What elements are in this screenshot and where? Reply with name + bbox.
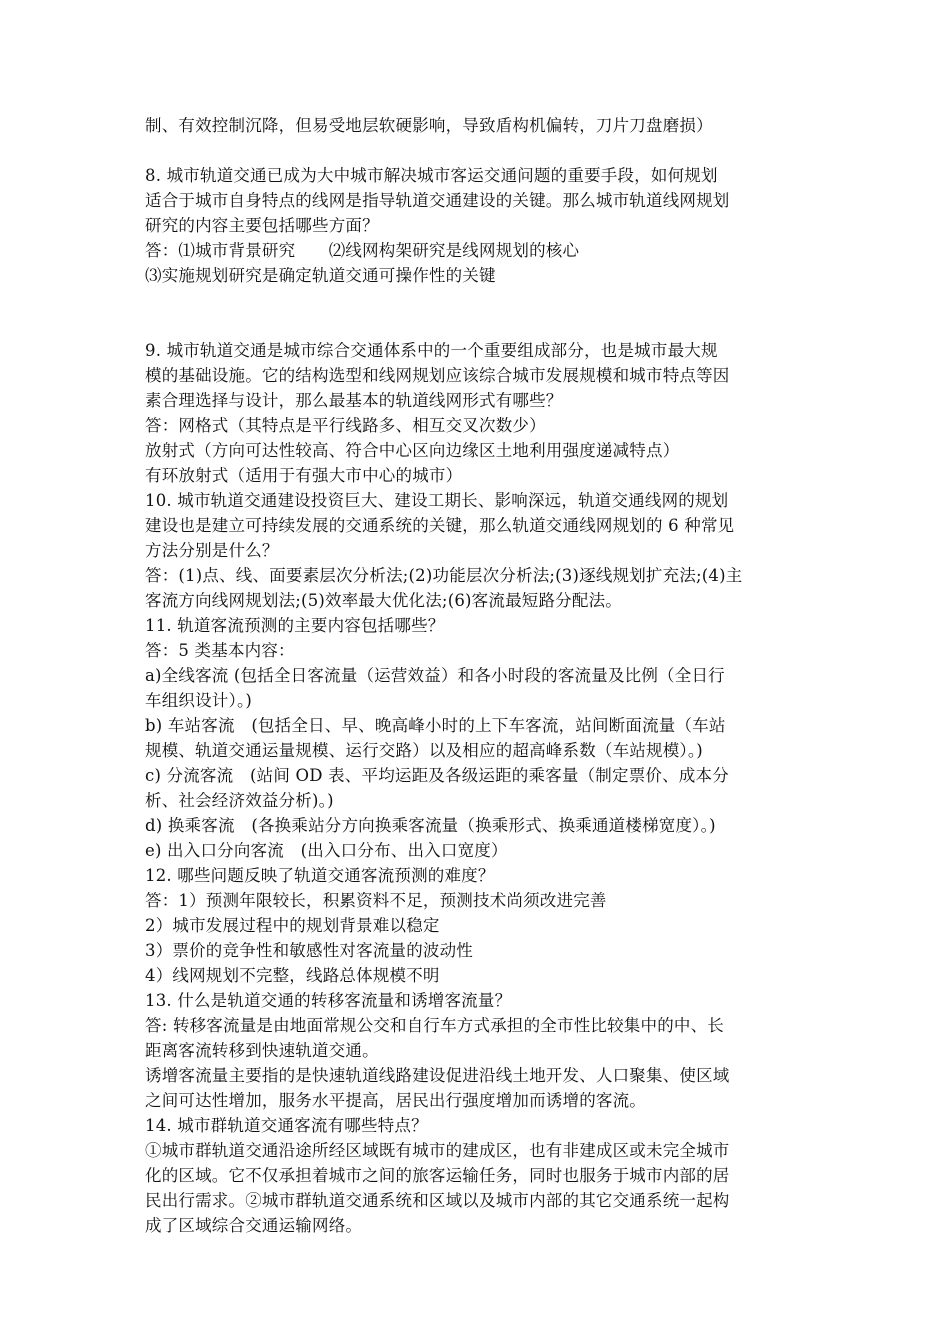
text-line: 适合于城市自身特点的线网是指导轨道交通建设的关键。那么城市轨道线网规划 [145, 191, 730, 210]
text-line: 14. 城市群轨道交通客流有哪些特点？ [145, 1116, 428, 1135]
text-line: 建设也是建立可持续发展的交通系统的关键，那么轨道交通线网规划的 6 种常见 [145, 516, 735, 535]
text-line: 放射式（方向可达性较高、符合中心区向边缘区土地利用强度递减特点） [145, 441, 680, 460]
blank-line [145, 288, 815, 313]
text-line: 答：(1)点、线、面要素层次分析法;(2)功能层次分析法;(3)逐线规划扩充法;(4)主 [145, 566, 743, 585]
text-line: 11. 轨道客流预测的主要内容包括哪些？ [145, 616, 445, 635]
text-line: 素合理选择与设计，那么最基本的轨道线网形式有哪些？ [145, 391, 563, 410]
text-line: 诱增客流量主要指的是快速轨道线路建设促进沿线土地开发、人口聚集、使区域 [145, 1066, 730, 1085]
text-line: 成了区域综合交通运输网络。 [145, 1216, 363, 1235]
text-line: e) 出入口分向客流 (出入口分布、出入口宽度） [145, 841, 508, 860]
text-line: 之间可达性增加，服务水平提高，居民出行强度增加而诱增的客流。 [145, 1091, 646, 1110]
text-line: 有环放射式（适用于有强大市中心的城市） [145, 466, 463, 485]
text-line: 12. 哪些问题反映了轨道交通客流预测的难度？ [145, 866, 495, 885]
text-line: 车组织设计）。) [145, 691, 253, 710]
text-line: 距离客流转移到快速轨道交通。 [145, 1041, 379, 1060]
text-line: d) 换乘客流 (各换乘站分方向换乘客流量（换乘形式、换乘通道楼梯宽度）。) [145, 816, 716, 835]
text-line: 答: 转移客流量是由地面常规公交和自行车方式承担的全市性比较集中的中、长 [145, 1016, 725, 1035]
text-line: 模的基础设施。它的结构选型和线网规划应该综合城市发展规模和城市特点等因 [145, 366, 730, 385]
text-line: 8. 城市轨道交通已成为大中城市解决城市客运交通问题的重要手段，如何规划 [145, 166, 718, 185]
text-line: 研究的内容主要包括哪些方面？ [145, 216, 379, 235]
blank-line [145, 313, 815, 338]
text-line: 10. 城市轨道交通建设投资巨大、建设工期长、影响深远，轨道交通线网的规划 [145, 491, 729, 510]
document-body [145, 113, 815, 1238]
text-line: 化的区域。它不仅承担着城市之间的旅客运输任务，同时也服务于城市内部的居 [145, 1166, 730, 1185]
text-line: 规模、轨道交通运量规模、运行交路）以及相应的超高峰系数（车站规模）。) [145, 741, 703, 760]
text-line: b) 车站客流 (包括全日、早、晚高峰小时的上下车客流，站间断面流量（车站 [145, 716, 726, 735]
text-line: c) 分流客流 (站间 OD 表、平均运距及各级运距的乘客量（制定票价、成本分 [145, 766, 729, 785]
text-line: 答：1）预测年限较长，积累资料不足，预测技术尚须改进完善 [145, 891, 607, 910]
text-line: 答：网格式（其特点是平行线路多、相互交叉次数少） [145, 416, 546, 435]
text-line: 9. 城市轨道交通是城市综合交通体系中的一个重要组成部分，也是城市最大规 [145, 341, 718, 360]
text-line: 制、有效控制沉降，但易受地层软硬影响，导致盾构机偏转，刀片刀盘磨损） [145, 116, 713, 135]
text-line: 2）城市发展过程中的规划背景难以稳定 [145, 916, 440, 935]
text-line: 方法分别是什么？ [145, 541, 279, 560]
text-line: ⑶实施规划研究是确定轨道交通可操作性的关键 [145, 266, 496, 285]
blank-line [145, 138, 815, 163]
text-line: 答：⑴城市背景研究 ⑵线网构架研究是线网规划的核心 [145, 241, 580, 260]
text-line: ①城市群轨道交通沿途所经区域既有城市的建成区，也有非建成区或未完全城市 [145, 1141, 730, 1160]
text-line: a)全线客流 (包括全日客流量（运营效益）和各小时段的客流量及比例（全日行 [145, 666, 725, 685]
text-line: 答：5 类基本内容： [145, 641, 295, 660]
text-line: 3）票价的竞争性和敏感性对客流量的波动性 [145, 941, 473, 960]
text-line: 13. 什么是轨道交通的转移客流量和诱增客流量？ [145, 991, 512, 1010]
text-line: 民出行需求。②城市群轨道交通系统和区域以及城市内部的其它交通系统一起构 [145, 1191, 730, 1210]
text-line: 4）线网规划不完整，线路总体规模不明 [145, 966, 440, 985]
text-line: 析、社会经济效益分析)。) [145, 791, 334, 810]
text-line: 客流方向线网规划法;(5)效率最大优化法;(6)客流最短路分配法。 [145, 591, 622, 610]
